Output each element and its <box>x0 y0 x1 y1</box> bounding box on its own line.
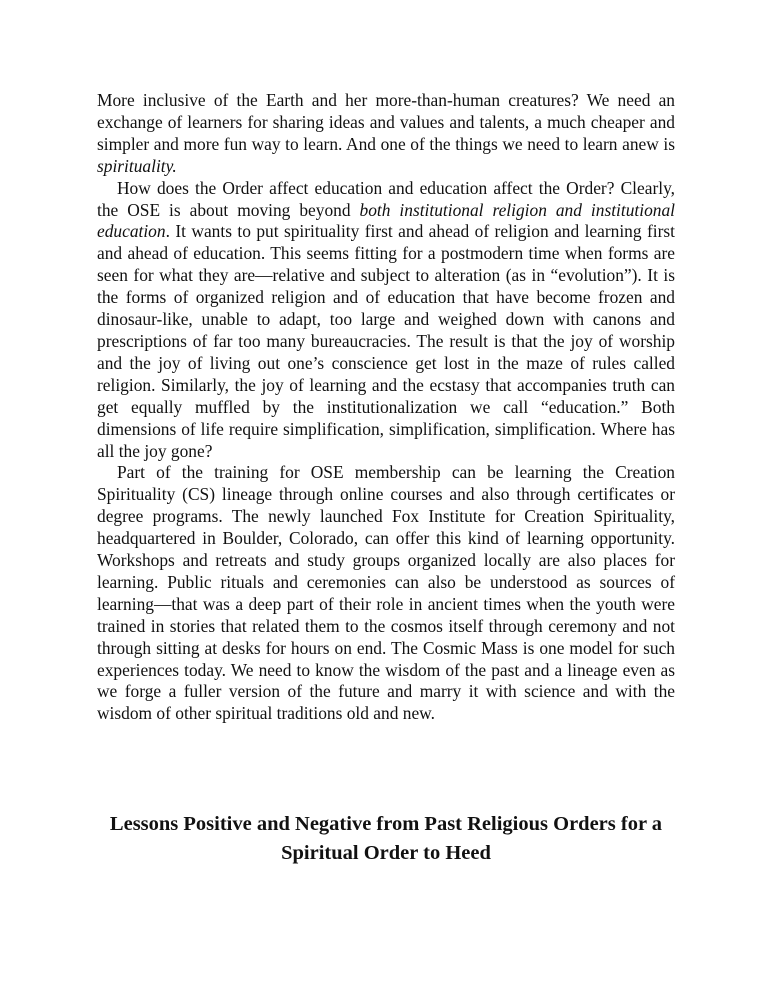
text-segment: How does the Order affect education and education affect the Order? Clearly, the OSE is about moving beyond <box>97 177 675 220</box>
text-segment: . It wants to put spirituality first and ahead of religion and learning first and ahead of education. This seems fitting for a postmodern time when forms are seen for what they are—relative and subject to alteration (as in “evolution”). It is the forms of organized religion and of education that have become frozen and dinosaur-like, unable to adapt, too large and weighed down with canons and prescriptions of far too many bureaucracies. The result is that the joy of worship and the joy of living out one’s conscience get lost in the maze of rules called religion. Similarly, the joy of learning and the ecstasy that accompanies truth can get equally muffled by the institutionalization we call “education.” Both dimensions of life require simplification, simplification, simplification. Where has all the joy gone? <box>97 221 675 461</box>
body-text <box>97 90 675 725</box>
section-heading <box>80 810 692 868</box>
section-heading-line-2: Spiritual Order to Heed <box>281 842 491 864</box>
text-segment-italic: spirituality. <box>97 155 177 176</box>
text-segment-italic: both institutional religion and institutional education <box>97 199 675 242</box>
text-segment: Part of the training for OSE membership can be learning the Creation Spirituality (CS) lineage through online courses and also through certificates or degree programs. The newly launched Fox Institute for Creation Spirituality, headquartered in Boulder, Colorado, can offer this kind of learning opportunity. Workshops and retreats and study groups organized locally are also places for learning. Public rituals and ceremonies can also be understood as sources of learning—that was a deep part of their role in ancient times when the youth were trained in stories that related them to the cosmos itself through ceremony and not through sitting at desks for hours on end. The Cosmic Mass is one model for such experiences today. We need to know the wisdom of the past and a lineage even as we forge a fuller version of the future and marry it with science and with the wisdom of other spiritual traditions old and new. <box>97 462 675 724</box>
paragraph-1 <box>97 90 675 178</box>
text-segment: More inclusive of the Earth and her more-than-human creatures? We need an exchange of learners for sharing ideas and values and talents, a much cheaper and simpler and more fun way to learn. And one of the things we need to learn anew is <box>97 90 675 154</box>
section-heading-line-1: Lessons Positive and Negative from Past Religious Orders for a <box>109 813 663 835</box>
paragraph-3 <box>97 462 675 725</box>
paragraph-2 <box>97 178 675 463</box>
